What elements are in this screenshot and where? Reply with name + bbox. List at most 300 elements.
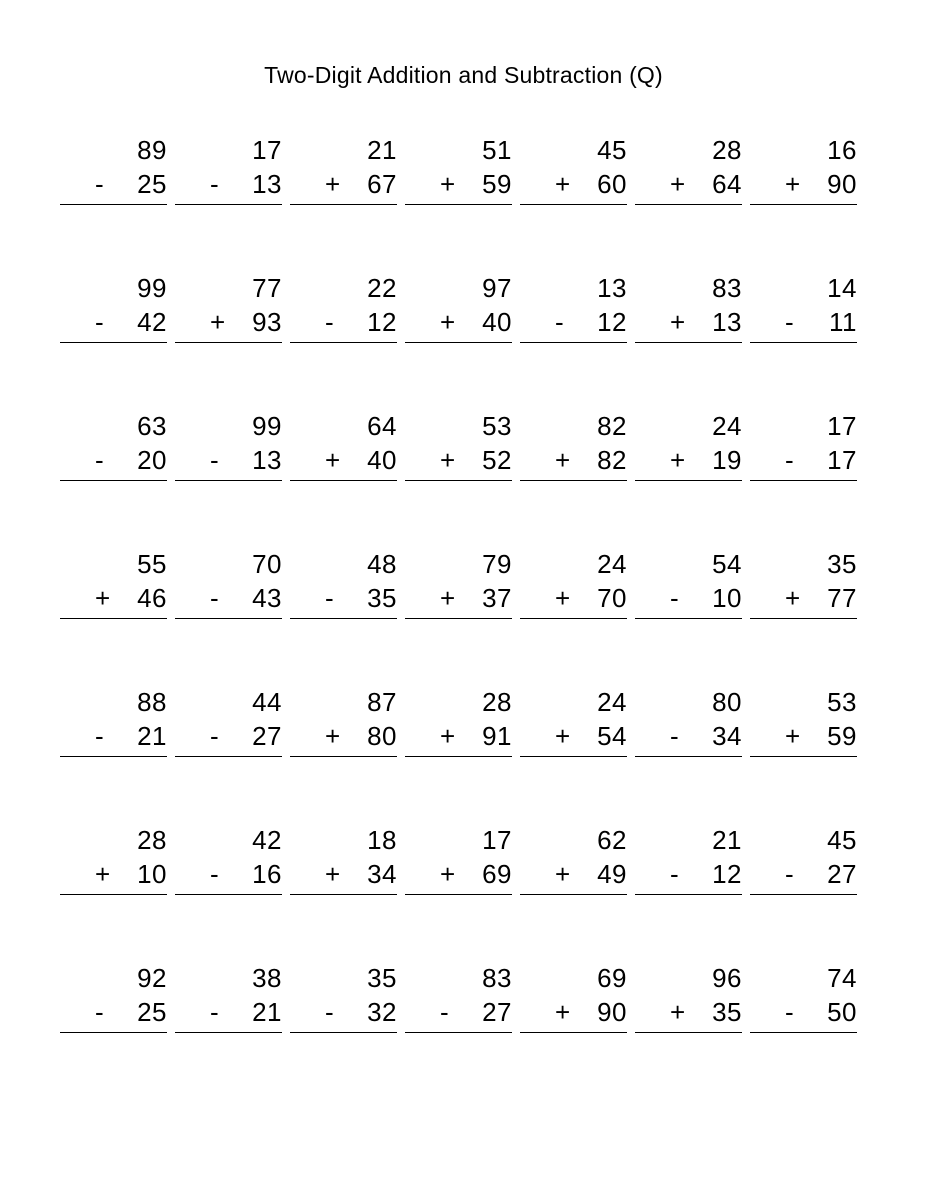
problem-bottom-line	[175, 857, 282, 895]
operand-bottom: 52	[482, 445, 512, 475]
operator-symbol: -	[95, 721, 104, 751]
problem-top-line	[290, 133, 397, 167]
problem-bottom-line	[750, 167, 857, 205]
math-problem	[520, 133, 635, 271]
operand-bottom: 35	[367, 583, 397, 613]
operand-bottom: 42	[137, 307, 167, 337]
operator-symbol: +	[670, 169, 686, 199]
problem-top-line	[175, 409, 282, 443]
math-problem	[405, 133, 520, 271]
problem-top-line	[290, 685, 397, 719]
operand-top: 51	[482, 135, 512, 165]
operand-top: 83	[712, 273, 742, 303]
operand-top: 17	[482, 825, 512, 855]
problem-bottom-line	[750, 857, 857, 895]
math-problem	[635, 685, 750, 823]
problem-top-line	[405, 961, 512, 995]
problem-top-line	[520, 133, 627, 167]
operand-bottom: 13	[252, 169, 282, 199]
problem-row	[60, 271, 879, 409]
operand-bottom: 12	[712, 859, 742, 889]
problem-bottom-line	[405, 857, 512, 895]
operand-bottom: 19	[712, 445, 742, 475]
math-problem	[405, 685, 520, 823]
operator-symbol: +	[785, 583, 801, 613]
problem-bottom-line	[750, 995, 857, 1033]
operand-bottom: 67	[367, 169, 397, 199]
operand-top: 69	[597, 963, 627, 993]
operator-symbol: +	[785, 721, 801, 751]
problem-top-line	[520, 547, 627, 581]
operand-bottom: 93	[252, 307, 282, 337]
operand-top: 35	[367, 963, 397, 993]
math-problem	[520, 547, 635, 685]
problem-bottom-line	[520, 995, 627, 1033]
operand-bottom: 11	[829, 307, 857, 337]
operand-top: 35	[827, 549, 857, 579]
operator-symbol: -	[785, 307, 794, 337]
problem-bottom-line	[60, 443, 167, 481]
operator-symbol: +	[440, 583, 456, 613]
problem-bottom-line	[290, 305, 397, 343]
operand-bottom: 54	[597, 721, 627, 751]
operand-top: 96	[712, 963, 742, 993]
math-problem	[405, 547, 520, 685]
operator-symbol: +	[555, 583, 571, 613]
operand-bottom: 60	[597, 169, 627, 199]
operand-top: 82	[597, 411, 627, 441]
operand-top: 21	[712, 825, 742, 855]
operand-top: 28	[137, 825, 167, 855]
math-problem	[60, 823, 175, 961]
math-problem	[290, 823, 405, 961]
math-problem	[60, 961, 175, 1099]
operand-top: 62	[597, 825, 627, 855]
operand-top: 24	[597, 687, 627, 717]
math-problem	[520, 961, 635, 1099]
operand-bottom: 59	[482, 169, 512, 199]
problem-bottom-line	[520, 857, 627, 895]
math-problem	[405, 409, 520, 547]
problem-bottom-line	[750, 719, 857, 757]
operand-bottom: 13	[712, 307, 742, 337]
operator-symbol: -	[95, 169, 104, 199]
problem-top-line	[60, 409, 167, 443]
operator-symbol: -	[440, 997, 449, 1027]
operand-top: 79	[482, 549, 512, 579]
problem-bottom-line	[60, 995, 167, 1033]
problem-row	[60, 685, 879, 823]
operator-symbol: +	[95, 583, 111, 613]
problem-row	[60, 133, 879, 271]
math-problem	[290, 271, 405, 409]
problem-top-line	[520, 961, 627, 995]
operand-bottom: 70	[597, 583, 627, 613]
problem-bottom-line	[60, 305, 167, 343]
operand-top: 24	[712, 411, 742, 441]
math-problem	[635, 823, 750, 961]
operator-symbol: -	[670, 721, 679, 751]
operand-bottom: 40	[482, 307, 512, 337]
operator-symbol: +	[670, 445, 686, 475]
operator-symbol: -	[95, 307, 104, 337]
operand-top: 38	[252, 963, 282, 993]
problem-top-line	[520, 823, 627, 857]
operand-top: 53	[482, 411, 512, 441]
problem-bottom-line	[290, 995, 397, 1033]
operand-top: 48	[367, 549, 397, 579]
problem-top-line	[750, 271, 857, 305]
problem-top-line	[290, 271, 397, 305]
problem-bottom-line	[520, 581, 627, 619]
problem-top-line	[750, 133, 857, 167]
operand-bottom: 20	[137, 445, 167, 475]
operator-symbol: +	[555, 445, 571, 475]
operator-symbol: +	[325, 859, 341, 889]
math-problem	[750, 685, 865, 823]
operator-symbol: -	[785, 997, 794, 1027]
operator-symbol: +	[440, 169, 456, 199]
operator-symbol: -	[210, 997, 219, 1027]
operand-top: 18	[367, 825, 397, 855]
operand-bottom: 35	[712, 997, 742, 1027]
operand-top: 44	[252, 687, 282, 717]
operand-bottom: 10	[137, 859, 167, 889]
operator-symbol: +	[440, 859, 456, 889]
problem-bottom-line	[635, 167, 742, 205]
math-problem	[520, 685, 635, 823]
operand-bottom: 27	[827, 859, 857, 889]
problem-top-line	[405, 685, 512, 719]
math-problem	[290, 961, 405, 1099]
problem-top-line	[750, 685, 857, 719]
operand-bottom: 21	[252, 997, 282, 1027]
problem-top-line	[405, 547, 512, 581]
operator-symbol: +	[440, 721, 456, 751]
operand-top: 70	[252, 549, 282, 579]
problem-top-line	[520, 409, 627, 443]
problem-bottom-line	[635, 857, 742, 895]
operand-bottom: 27	[482, 997, 512, 1027]
problem-top-line	[635, 547, 742, 581]
problem-bottom-line	[520, 167, 627, 205]
problem-top-line	[60, 823, 167, 857]
operator-symbol: -	[210, 169, 219, 199]
operand-top: 89	[137, 135, 167, 165]
math-problem	[405, 961, 520, 1099]
operator-symbol: -	[670, 583, 679, 613]
math-problem	[290, 547, 405, 685]
operand-bottom: 49	[597, 859, 627, 889]
problem-bottom-line	[635, 443, 742, 481]
operand-bottom: 25	[137, 997, 167, 1027]
problem-grid	[0, 133, 927, 1099]
operand-bottom: 34	[367, 859, 397, 889]
operand-bottom: 27	[252, 721, 282, 751]
operand-top: 45	[827, 825, 857, 855]
operand-bottom: 69	[482, 859, 512, 889]
problem-top-line	[175, 133, 282, 167]
math-problem	[175, 547, 290, 685]
problem-top-line	[635, 409, 742, 443]
problem-top-line	[175, 961, 282, 995]
operator-symbol: -	[95, 997, 104, 1027]
operand-top: 53	[827, 687, 857, 717]
problem-bottom-line	[175, 995, 282, 1033]
operand-bottom: 25	[137, 169, 167, 199]
operator-symbol: -	[555, 307, 564, 337]
math-problem	[60, 271, 175, 409]
problem-top-line	[60, 685, 167, 719]
operand-bottom: 32	[367, 997, 397, 1027]
operand-bottom: 46	[137, 583, 167, 613]
operator-symbol: -	[95, 445, 104, 475]
operand-bottom: 80	[367, 721, 397, 751]
operator-symbol: +	[95, 859, 111, 889]
operator-symbol: -	[210, 859, 219, 889]
math-problem	[520, 271, 635, 409]
problem-bottom-line	[750, 443, 857, 481]
problem-bottom-line	[405, 995, 512, 1033]
operator-symbol: +	[670, 307, 686, 337]
operator-symbol: +	[440, 307, 456, 337]
problem-top-line	[635, 271, 742, 305]
problem-bottom-line	[175, 719, 282, 757]
operand-bottom: 37	[482, 583, 512, 613]
operator-symbol: +	[555, 859, 571, 889]
operator-symbol: -	[210, 445, 219, 475]
problem-top-line	[175, 685, 282, 719]
operand-top: 13	[597, 273, 627, 303]
problem-bottom-line	[60, 167, 167, 205]
problem-top-line	[750, 409, 857, 443]
operator-symbol: +	[555, 721, 571, 751]
math-problem	[750, 133, 865, 271]
operand-top: 88	[137, 687, 167, 717]
problem-bottom-line	[405, 167, 512, 205]
operand-top: 21	[367, 135, 397, 165]
math-problem	[405, 823, 520, 961]
operand-top: 28	[712, 135, 742, 165]
math-problem	[520, 823, 635, 961]
problem-top-line	[405, 409, 512, 443]
math-problem	[60, 133, 175, 271]
operand-bottom: 43	[252, 583, 282, 613]
math-problem	[175, 685, 290, 823]
operator-symbol: -	[325, 307, 334, 337]
operand-bottom: 50	[827, 997, 857, 1027]
problem-top-line	[60, 961, 167, 995]
operator-symbol: -	[325, 997, 334, 1027]
operand-bottom: 91	[482, 721, 512, 751]
problem-bottom-line	[60, 719, 167, 757]
problem-row	[60, 409, 879, 547]
math-problem	[635, 961, 750, 1099]
problem-bottom-line	[520, 305, 627, 343]
problem-top-line	[60, 133, 167, 167]
operand-bottom: 17	[827, 445, 857, 475]
operand-top: 55	[137, 549, 167, 579]
operand-top: 92	[137, 963, 167, 993]
operator-symbol: +	[325, 721, 341, 751]
problem-bottom-line	[290, 443, 397, 481]
operand-top: 83	[482, 963, 512, 993]
operand-top: 54	[712, 549, 742, 579]
problem-row	[60, 547, 879, 685]
operand-top: 97	[482, 273, 512, 303]
operand-top: 28	[482, 687, 512, 717]
problem-bottom-line	[520, 443, 627, 481]
problem-bottom-line	[290, 167, 397, 205]
math-problem	[60, 685, 175, 823]
operand-top: 77	[252, 273, 282, 303]
operator-symbol: +	[785, 169, 801, 199]
operand-bottom: 12	[597, 307, 627, 337]
problem-top-line	[750, 547, 857, 581]
math-problem	[405, 271, 520, 409]
operand-bottom: 59	[827, 721, 857, 751]
math-problem	[750, 547, 865, 685]
problem-bottom-line	[635, 719, 742, 757]
operand-top: 16	[827, 135, 857, 165]
operator-symbol: +	[325, 169, 341, 199]
operator-symbol: +	[555, 997, 571, 1027]
operand-bottom: 13	[252, 445, 282, 475]
math-problem	[290, 409, 405, 547]
operator-symbol: -	[325, 583, 334, 613]
problem-top-line	[635, 961, 742, 995]
problem-bottom-line	[60, 581, 167, 619]
math-problem	[175, 133, 290, 271]
operand-top: 42	[252, 825, 282, 855]
math-problem	[60, 547, 175, 685]
operator-symbol: +	[440, 445, 456, 475]
operator-symbol: +	[555, 169, 571, 199]
problem-bottom-line	[290, 857, 397, 895]
problem-bottom-line	[175, 305, 282, 343]
problem-top-line	[290, 409, 397, 443]
math-problem	[635, 409, 750, 547]
operator-symbol: -	[210, 583, 219, 613]
operand-bottom: 82	[597, 445, 627, 475]
operator-symbol: -	[785, 859, 794, 889]
operand-bottom: 77	[827, 583, 857, 613]
operand-top: 64	[367, 411, 397, 441]
problem-top-line	[520, 271, 627, 305]
problem-bottom-line	[635, 581, 742, 619]
problem-top-line	[405, 133, 512, 167]
problem-row	[60, 961, 879, 1099]
problem-bottom-line	[750, 305, 857, 343]
math-problem	[635, 271, 750, 409]
math-problem	[750, 823, 865, 961]
operator-symbol: +	[670, 997, 686, 1027]
problem-top-line	[290, 547, 397, 581]
operand-top: 24	[597, 549, 627, 579]
problem-top-line	[60, 547, 167, 581]
problem-bottom-line	[290, 581, 397, 619]
problem-bottom-line	[175, 443, 282, 481]
operand-top: 74	[827, 963, 857, 993]
problem-bottom-line	[175, 581, 282, 619]
problem-top-line	[635, 133, 742, 167]
problem-top-line	[405, 823, 512, 857]
problem-top-line	[520, 685, 627, 719]
problem-bottom-line	[60, 857, 167, 895]
page-title: Two-Digit Addition and Subtraction (Q)	[264, 62, 663, 88]
operator-symbol: -	[785, 445, 794, 475]
problem-bottom-line	[175, 167, 282, 205]
problem-top-line	[405, 271, 512, 305]
operand-top: 80	[712, 687, 742, 717]
problem-bottom-line	[290, 719, 397, 757]
operand-top: 63	[137, 411, 167, 441]
problem-top-line	[290, 823, 397, 857]
operand-bottom: 40	[367, 445, 397, 475]
math-problem	[750, 271, 865, 409]
operand-bottom: 10	[712, 583, 742, 613]
math-problem	[175, 409, 290, 547]
operator-symbol: +	[210, 307, 226, 337]
math-problem	[635, 547, 750, 685]
operand-bottom: 12	[367, 307, 397, 337]
operand-top: 17	[252, 135, 282, 165]
math-problem	[175, 823, 290, 961]
problem-bottom-line	[635, 305, 742, 343]
problem-top-line	[175, 547, 282, 581]
problem-top-line	[635, 823, 742, 857]
operand-bottom: 16	[252, 859, 282, 889]
problem-top-line	[750, 823, 857, 857]
operand-bottom: 21	[137, 721, 167, 751]
math-problem	[520, 409, 635, 547]
operand-top: 14	[827, 273, 857, 303]
problem-bottom-line	[750, 581, 857, 619]
operand-top: 45	[597, 135, 627, 165]
operand-top: 87	[367, 687, 397, 717]
operator-symbol: -	[210, 721, 219, 751]
math-problem	[290, 685, 405, 823]
operand-top: 99	[252, 411, 282, 441]
operand-top: 99	[137, 273, 167, 303]
problem-top-line	[290, 961, 397, 995]
operator-symbol: +	[325, 445, 341, 475]
problem-row	[60, 823, 879, 961]
problem-top-line	[60, 271, 167, 305]
problem-bottom-line	[405, 719, 512, 757]
math-problem	[175, 961, 290, 1099]
math-problem	[750, 409, 865, 547]
problem-top-line	[750, 961, 857, 995]
math-problem	[60, 409, 175, 547]
problem-bottom-line	[405, 443, 512, 481]
problem-bottom-line	[520, 719, 627, 757]
operand-bottom: 34	[712, 721, 742, 751]
problem-bottom-line	[405, 305, 512, 343]
operator-symbol: -	[670, 859, 679, 889]
problem-bottom-line	[635, 995, 742, 1033]
problem-bottom-line	[405, 581, 512, 619]
problem-top-line	[175, 271, 282, 305]
math-problem	[635, 133, 750, 271]
problem-top-line	[175, 823, 282, 857]
math-problem	[175, 271, 290, 409]
operand-top: 22	[367, 273, 397, 303]
operand-bottom: 90	[827, 169, 857, 199]
math-problem	[290, 133, 405, 271]
math-problem	[750, 961, 865, 1099]
operand-top: 17	[827, 411, 857, 441]
